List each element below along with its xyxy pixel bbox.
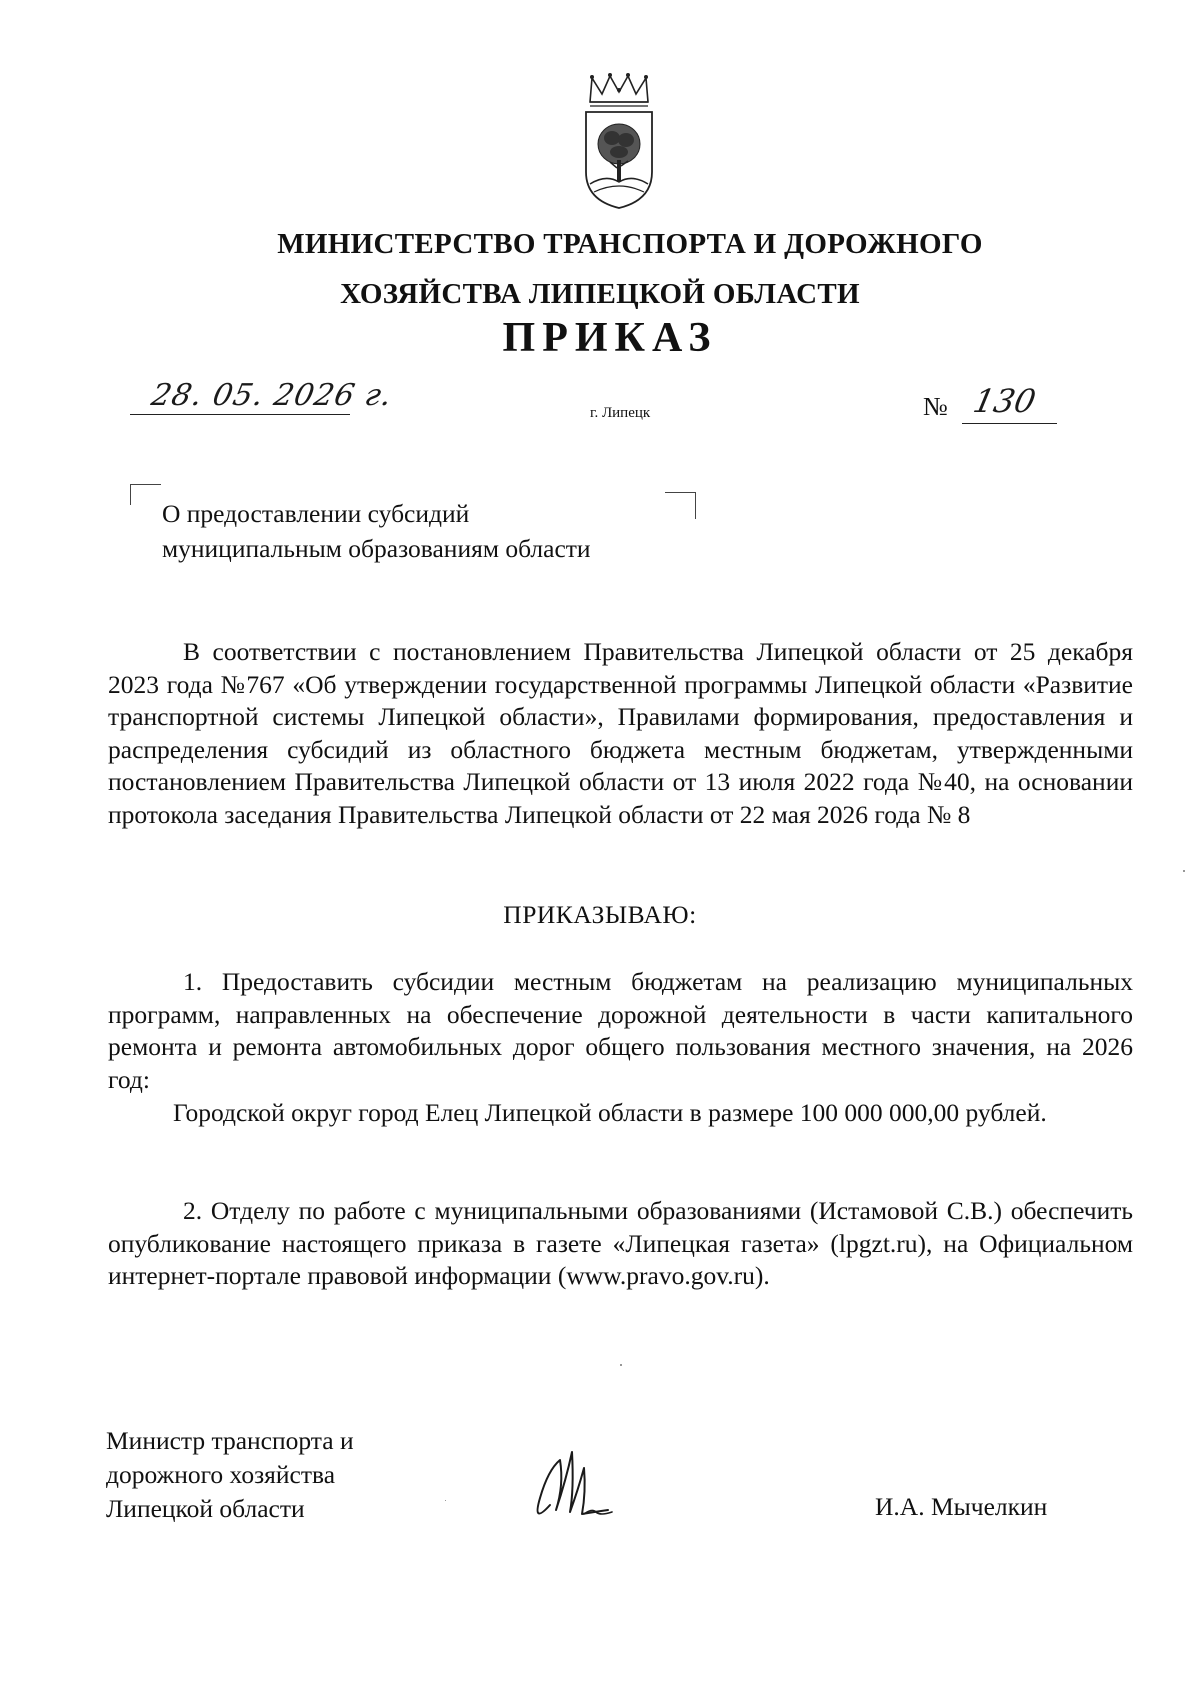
signer-position-line3: Липецкой области: [106, 1494, 305, 1523]
signer-position: [106, 1424, 354, 1526]
scan-speck: [620, 1364, 622, 1366]
scan-speck: [1183, 870, 1185, 872]
signer-position-line2: дорожного хозяйства: [106, 1460, 336, 1489]
subject-line1: О предоставлении субсидий: [162, 499, 470, 528]
subject-block: [162, 496, 591, 566]
handwritten-signature: [520, 1430, 630, 1540]
basis-text: В соответствии с постановлением Правительства Липецкой области от 25 декабря 2023 года №767 «Об утверждении государственной программы Липецкой области «Развитие транспортной системы Липецкой области», Правилами формирования, предоставления и распределения субсидий из областного бюджета местным бюджетам, утвержденными постановлением Правительства Липецкой области от 13 июля 2022 года №40, на основании протокола заседания Правительства Липецкой области от 22 мая 2026 года № 8: [108, 637, 1133, 829]
orders-heading: ПРИКАЗЫВАЮ:: [503, 900, 697, 929]
city-label: г. Липецк: [590, 405, 651, 421]
document-type-title: ПРИКАЗ: [502, 315, 718, 361]
lipetsk-coat-of-arms-icon: [582, 72, 656, 210]
handwritten-number: 130: [969, 382, 1040, 420]
handwritten-date: 28. 05. 2026 г.: [148, 378, 396, 413]
subject-bracket-left: [130, 484, 161, 505]
item1-paragraph: [108, 966, 1133, 1096]
subject-bracket-right: [665, 492, 696, 519]
signer-position-line1: Министр транспорта и: [106, 1426, 354, 1455]
signer-name: И.А. Мычелкин: [875, 1492, 1048, 1521]
item1-text: 1. Предоставить субсидии местным бюджетам на реализацию муниципальных программ, направленных на обеспечение дорожной деятельности в части капитального ремонта и ремонта автомобильных дорог общего пользования местного значения, на 2026 год:: [108, 967, 1133, 1094]
ministry-title-line1: МИНИСТЕРСТВО ТРАНСПОРТА И ДОРОЖНОГО: [277, 228, 983, 260]
basis-paragraph: [108, 636, 1133, 831]
item1-detail-paragraph: Городской округ город Елец Липецкой области в размере 100 000 000,00 рублей.: [173, 1098, 1047, 1127]
number-underline: [962, 423, 1057, 424]
ministry-title-line2: ХОЗЯЙСТВА ЛИПЕЦКОЙ ОБЛАСТИ: [340, 278, 860, 310]
item2-paragraph: [108, 1195, 1133, 1293]
subject-line2: муниципальным образованиям области: [162, 534, 591, 563]
date-underline: [130, 414, 350, 415]
item2-text: 2. Отделу по работе с муниципальными образованиями (Истамовой С.В.) обеспечить опубликование настоящего приказа в газете «Липецкая газета» (lpgzt.ru), на Официальном интернет-портале правовой информации (www.pravo.gov.ru).: [108, 1196, 1133, 1290]
number-sign: №: [923, 392, 948, 421]
scan-speck: [445, 1500, 446, 1501]
